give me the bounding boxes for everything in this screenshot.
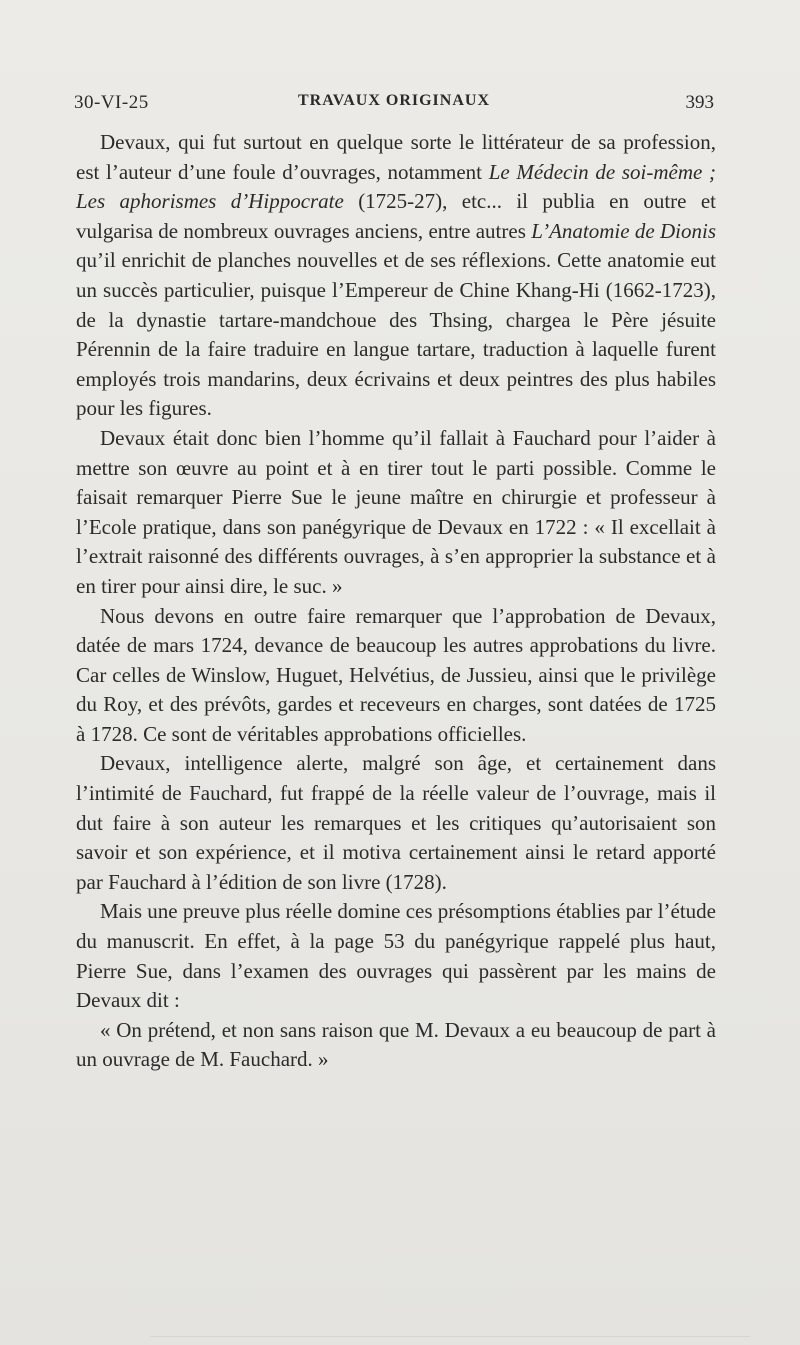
header-date: 30-VI-25 <box>74 92 149 113</box>
text-run: « On prétend, et non sans raison que M. Devaux a eu beaucoup de part à un ouvrage de M. Fauchard. » <box>76 1017 716 1072</box>
paragraph <box>76 602 716 750</box>
paragraph <box>76 897 716 1015</box>
paragraph <box>76 424 716 602</box>
text-run: qu’il enrichit de planches nouvelles et de ses réflexions. Cette anatomie eut un succès particulier, puisque l’Empereur de Chine Khang-Hi (1662-1723), de la dynastie tartare-mandchoue des Thsing, chargea le Père jésuite Pérennin de la faire traduire en langue tartare, traduction à laquelle furent employés trois mandarins, deux écrivains et deux peintres des plus habiles pour les figures. <box>76 248 716 421</box>
text-run: Devaux était donc bien l’homme qu’il fallait à Fauchard pour l’aider à mettre son œuvre au point et à en tirer tout le parti possible. Comme le faisait remarquer Pierre Sue le jeune maître en chirurgie et professeur à l’Ecole pratique, dans son panégyrique de Devaux en 1722 : « Il excellait à l’extrait raisonné des différents ouvrages, à s’en approprier la substance et à en tirer pour ainsi dire, le suc. » <box>76 425 716 598</box>
text-run: Devaux, qui fut surtout en quelque sorte le littérateur de sa profession, est l’auteur d’une foule d’ouvrages, notamment <box>76 130 716 184</box>
running-header <box>74 92 714 118</box>
page-number: 393 <box>685 92 714 113</box>
page-edge-mark <box>150 1336 750 1337</box>
text-run: (1725-27), etc... il publia en outre et vulgarisa de nombreux ouvrages anciens, entre autres <box>76 189 716 243</box>
paragraph <box>76 128 716 424</box>
paragraph <box>76 1016 716 1075</box>
text-run: Mais une preuve plus réelle domine ces présomptions établies par l’étude du manuscrit. En effet, à la page 53 du panégyrique rappelé plus haut, Pierre Sue, dans l’examen des ouvrages qui passèrent par les mains de Devaux dit : <box>76 899 716 1013</box>
header-section-title: TRAVAUX ORIGINAUX <box>298 92 490 109</box>
italic-title: L’Anatomie de Dionis <box>531 218 716 243</box>
body-text <box>76 128 716 1075</box>
italic-title: Le Médecin de soi-même ; Les aphorismes d’Hippocrate <box>76 159 716 214</box>
text-run: Devaux, intelligence alerte, malgré son âge, et certainement dans l’intimité de Fauchard, fut frappé de la réelle valeur de l’ouvrage, mais il dut faire à son auteur les remarques et les critiques qu’autorisaient son savoir et son expérience, et il motiva certainement ainsi le retard apporté par Fauchard à l’édition de son livre (1728). <box>76 751 716 894</box>
text-run: Nous devons en outre faire remarquer que l’approbation de Devaux, datée de mars 1724, devance de beaucoup les autres approbations du livre. Car celles de Winslow, Huguet, Helvétius, de Jussieu, ainsi que le privilège du Roy, et des prévôts, gardes et receveurs en charges, sont datées de 1725 à 1728. Ce sont de véritables approbations officielles. <box>76 603 716 746</box>
paragraph <box>76 749 716 897</box>
